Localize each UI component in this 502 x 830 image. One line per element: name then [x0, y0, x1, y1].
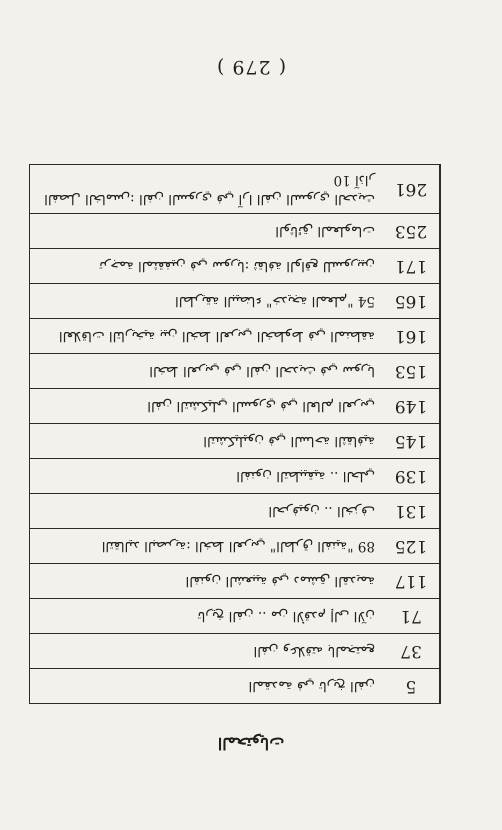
toc-entry-page: 5	[383, 669, 440, 703]
toc-row	[30, 354, 440, 389]
toc-row	[30, 564, 440, 599]
toc-entry-page: 131	[383, 494, 440, 528]
toc-row	[30, 319, 440, 354]
toc-entry-page: 261	[383, 165, 440, 213]
toc-entry-title-line: الفصل الخامس: الفن السوري في آرا الفن السوري الحديث	[44, 191, 375, 207]
toc-row	[30, 459, 440, 494]
toc-entry-page: 71	[383, 599, 440, 633]
toc-row	[30, 494, 440, 529]
toc-entry-title: العلاقات التاريخية بين الخط العربي الخطوط في المنطقة	[58, 328, 375, 344]
toc-entry-title: المقدمة في تاريخ الفن	[248, 678, 375, 694]
page-number: ( 279 )	[215, 56, 287, 78]
toc-row	[30, 599, 440, 634]
toc-entry-page: 153	[383, 354, 440, 388]
toc-entry-title: تاريخ الفن .. من الأقدم إلى الآن	[197, 608, 375, 624]
toc-entry-title: الفنون الشعبية في دمشق القديمة	[185, 573, 375, 589]
toc-entry-page: 165	[383, 284, 440, 318]
toc-row	[30, 424, 440, 459]
contents-heading: المحتويات	[217, 734, 285, 753]
toc-entry-page: 253	[383, 214, 440, 248]
toc-row	[30, 249, 440, 284]
toc-entry-title: التقاليد البصرية: الخط العربي "الطرق الفنية" 89	[101, 538, 375, 554]
toc-entry-title: ترجمة المثقفين في سوريا: ثقافة الواقع للسوريين	[99, 258, 375, 274]
toc-entry-page: 37	[383, 634, 440, 668]
toc-row	[30, 284, 440, 319]
toc-entry-page: 125	[383, 529, 440, 563]
toc-row	[30, 214, 440, 249]
toc-row	[30, 165, 440, 214]
toc-entry-page: 161	[383, 319, 440, 353]
table-of-contents	[29, 164, 441, 704]
toc-row	[30, 634, 440, 669]
toc-entry-title: التشكيليون في الساحة الثقافية	[203, 433, 375, 449]
toc-entry-page: 139	[383, 459, 440, 493]
toc-entry-title: الحرفيون .. الخزف	[268, 503, 375, 519]
toc-entry-title: الفن التشكيلي السوري في العالم العربي	[147, 398, 375, 414]
toc-entry-page: 145	[383, 424, 440, 458]
toc-entry-title: الطريقة البيضاء "خديجة المعلم" 54	[175, 293, 375, 309]
toc-entry-page: 117	[383, 564, 440, 598]
toc-entry-title	[30, 165, 383, 213]
toc-entry-title: الخط العربي في الفن الحديث في سوريا	[149, 363, 375, 379]
toc-entry-title: الوثائق المعلومات	[275, 223, 375, 239]
toc-entry-page: 171	[383, 249, 440, 283]
toc-row	[30, 669, 440, 703]
toc-row	[30, 389, 440, 424]
toc-entry-page: 149	[383, 389, 440, 423]
toc-entry-title: الفنون التطبيقية .. الحلي	[236, 468, 375, 484]
toc-row	[30, 529, 440, 564]
toc-entry-title-line: 10 آذار	[333, 172, 375, 188]
toc-entry-title: الفن وعلاقته بالمجتمع	[253, 643, 375, 659]
